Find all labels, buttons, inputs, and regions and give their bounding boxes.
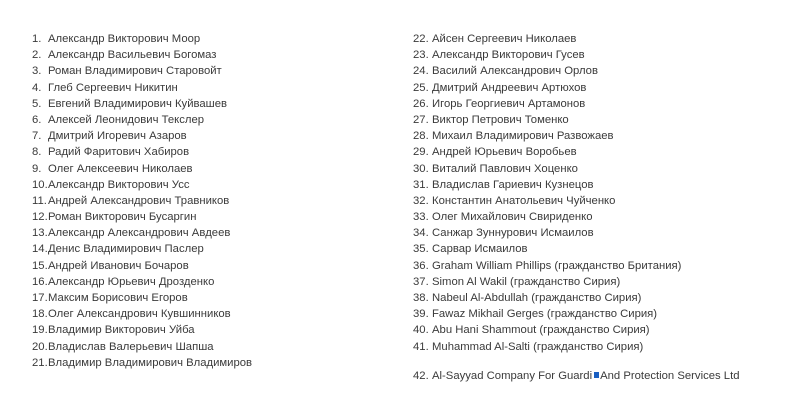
list-item-name: Роман Владимирович Старовойт <box>48 65 222 78</box>
list-item-name: Владислав Гариевич Кузнецов <box>432 178 594 191</box>
list-item-name: Игорь Георгиевич Артамонов <box>432 97 586 110</box>
list-item <box>32 339 392 355</box>
list-item <box>32 80 392 96</box>
list-item-name: Александр Васильевич Богомаз <box>48 49 217 62</box>
right-name-list <box>413 31 793 355</box>
list-item-name: Владислав Валерьевич Шапша <box>48 340 214 353</box>
list-item <box>32 144 392 160</box>
list-item <box>413 144 793 160</box>
list-item-number: 22. <box>413 33 429 45</box>
list-item-number: 2. <box>32 49 42 62</box>
list-item-number: 28. <box>413 130 429 143</box>
list-item-number: 35. <box>413 243 429 256</box>
list-item-number: 29. <box>413 146 429 159</box>
list-item <box>413 80 793 96</box>
list-item-number: 16. <box>32 275 48 288</box>
list-item <box>413 209 793 225</box>
list-item <box>413 225 793 241</box>
list-item-number: 26. <box>413 97 429 110</box>
list-item-number: 34. <box>413 227 429 240</box>
list-item-name: Александр Александрович Авдеев <box>48 227 231 240</box>
list-item-name: Роман Викторович Бусаргин <box>48 211 197 224</box>
list-item <box>32 31 392 47</box>
list-item-name: Радий Фаритович Хабиров <box>48 146 190 159</box>
list-item <box>32 193 392 209</box>
list-item <box>32 355 392 371</box>
list-item <box>413 112 793 128</box>
list-item-name-part2: And Protection Services Ltd <box>600 370 740 382</box>
list-item <box>413 241 793 257</box>
list-item-name: Максим Борисович Егоров <box>48 292 188 304</box>
list-item <box>32 177 392 193</box>
list-item-name: Simon Al Wakil (гражданство Сирия) <box>432 275 621 288</box>
list-item-number: 32. <box>413 194 429 207</box>
list-item-name: Abu Hani Shammout (гражданство Сирия) <box>432 324 650 337</box>
list-item-name: Андрей Александрович Травников <box>48 194 230 207</box>
list-item-name: Виктор Петрович Томенко <box>432 113 569 126</box>
list-item-name: Андрей Иванович Бочаров <box>48 259 189 272</box>
list-item <box>413 274 793 290</box>
list-item-name: Владимир Владимирович Владимиров <box>48 356 253 369</box>
list-item <box>32 274 392 290</box>
list-item-number: 41. <box>413 340 429 353</box>
list-item-number: 17. <box>32 292 48 304</box>
list-item-name: Muhammad Al-Salti (гражданство Сирия) <box>432 340 644 353</box>
list-item-number: 1. <box>32 33 42 45</box>
list-item-name: Евгений Владимирович Куйвашев <box>48 97 228 110</box>
list-item <box>32 128 392 144</box>
list-item <box>32 306 392 322</box>
list-item <box>413 31 793 47</box>
list-item <box>32 47 392 63</box>
list-item-number: 5. <box>32 97 42 110</box>
list-item-name: Олег Алексеевич Николаев <box>48 162 193 175</box>
list-item-number: 38. <box>413 292 429 304</box>
list-item-number: 24. <box>413 65 429 78</box>
list-item <box>32 290 392 306</box>
list-item-name: Михаил Владимирович Развожаев <box>432 130 614 143</box>
list-item <box>32 322 392 338</box>
list-item <box>413 339 793 355</box>
list-item-name: Graham William Phillips (гражданство Британия) <box>432 259 682 272</box>
list-item-name: Владимир Викторович Уйба <box>48 324 195 337</box>
list-item-number: 9. <box>32 162 42 175</box>
list-item-last <box>413 368 740 384</box>
list-item-number: 18. <box>32 308 48 321</box>
list-item-number: 33. <box>413 211 429 224</box>
list-item-number: 36. <box>413 259 429 272</box>
list-item <box>413 177 793 193</box>
list-item-number: 31. <box>413 178 429 191</box>
list-item <box>32 258 392 274</box>
list-item <box>32 209 392 225</box>
list-item <box>413 306 793 322</box>
list-item-name: Сарвар Исмаилов <box>432 243 528 256</box>
list-item-number: 11. <box>32 194 47 207</box>
list-item <box>32 63 392 79</box>
list-item-name: Nabeul Al-Abdullah (гражданство Сирия) <box>432 292 642 304</box>
list-item-number: 8. <box>32 146 42 159</box>
overlay-marker-icon <box>594 372 599 378</box>
list-item-name: Олег Александрович Кувшинников <box>48 308 231 321</box>
list-item-name: Дмитрий Андреевич Артюхов <box>432 81 587 94</box>
list-item-number: 14. <box>32 243 48 256</box>
left-name-list <box>32 31 392 371</box>
list-item-number: 23. <box>413 49 429 62</box>
list-item <box>32 161 392 177</box>
list-item-number: 15. <box>32 259 48 272</box>
list-item-name: Александр Викторович Моор <box>48 33 201 45</box>
list-item-number: 20. <box>32 340 48 353</box>
list-item-number: 21. <box>32 356 48 369</box>
list-item-number: 30. <box>413 162 429 175</box>
list-item-number: 25. <box>413 81 429 94</box>
list-item-name: Алексей Леонидович Текслер <box>48 113 205 126</box>
list-item <box>32 96 392 112</box>
list-item <box>413 161 793 177</box>
list-item-number: 12. <box>32 211 48 224</box>
list-item <box>413 258 793 274</box>
list-item-number: 6. <box>32 113 42 126</box>
list-item-name: Александр Викторович Гусев <box>432 49 585 62</box>
list-item-name: Александр Викторович Усс <box>48 178 190 191</box>
list-item-name: Дмитрий Игоревич Азаров <box>48 130 187 143</box>
list-item-number: 37. <box>413 275 429 288</box>
list-item-name: Константин Анатольевич Чуйченко <box>432 194 616 207</box>
list-item-number: 39. <box>413 308 429 321</box>
list-item <box>413 128 793 144</box>
list-item-number: 4. <box>32 81 42 94</box>
list-item-name: Олег Михайлович Свириденко <box>432 211 593 224</box>
list-item-number: 10. <box>32 178 48 191</box>
list-item-name: Глеб Сергеевич Никитин <box>48 81 178 94</box>
list-item-name: Василий Александрович Орлов <box>432 65 598 78</box>
list-item <box>32 241 392 257</box>
list-item-name: Fawaz Mikhail Gerges (гражданство Сирия) <box>432 308 658 321</box>
list-item-name: Санжар Зуннурович Исмаилов <box>432 227 594 240</box>
list-item-name: Александр Юрьевич Дрозденко <box>48 275 215 288</box>
list-item-name: Айсен Сергеевич Николаев <box>432 33 577 45</box>
list-item-number: 19. <box>32 324 48 337</box>
list-item-name: Виталий Павлович Хоценко <box>432 162 578 175</box>
list-item <box>413 322 793 338</box>
list-item-name: Денис Владимирович Паслер <box>48 243 204 256</box>
list-item <box>32 225 392 241</box>
list-item-number: 42. <box>413 370 429 382</box>
list-item <box>413 290 793 306</box>
list-item <box>413 63 793 79</box>
list-item-name: Андрей Юрьевич Воробьев <box>432 146 577 159</box>
list-item-name-part1: Al-Sayyad Company For Guardi <box>432 370 593 382</box>
list-item-number: 13. <box>32 227 48 240</box>
list-item-number: 7. <box>32 130 42 143</box>
list-item <box>413 96 793 112</box>
list-item <box>413 193 793 209</box>
list-item-number: 40. <box>413 324 429 337</box>
list-item-number: 3. <box>32 65 42 78</box>
list-item <box>32 112 392 128</box>
list-item <box>413 47 793 63</box>
list-item-number: 27. <box>413 113 429 126</box>
